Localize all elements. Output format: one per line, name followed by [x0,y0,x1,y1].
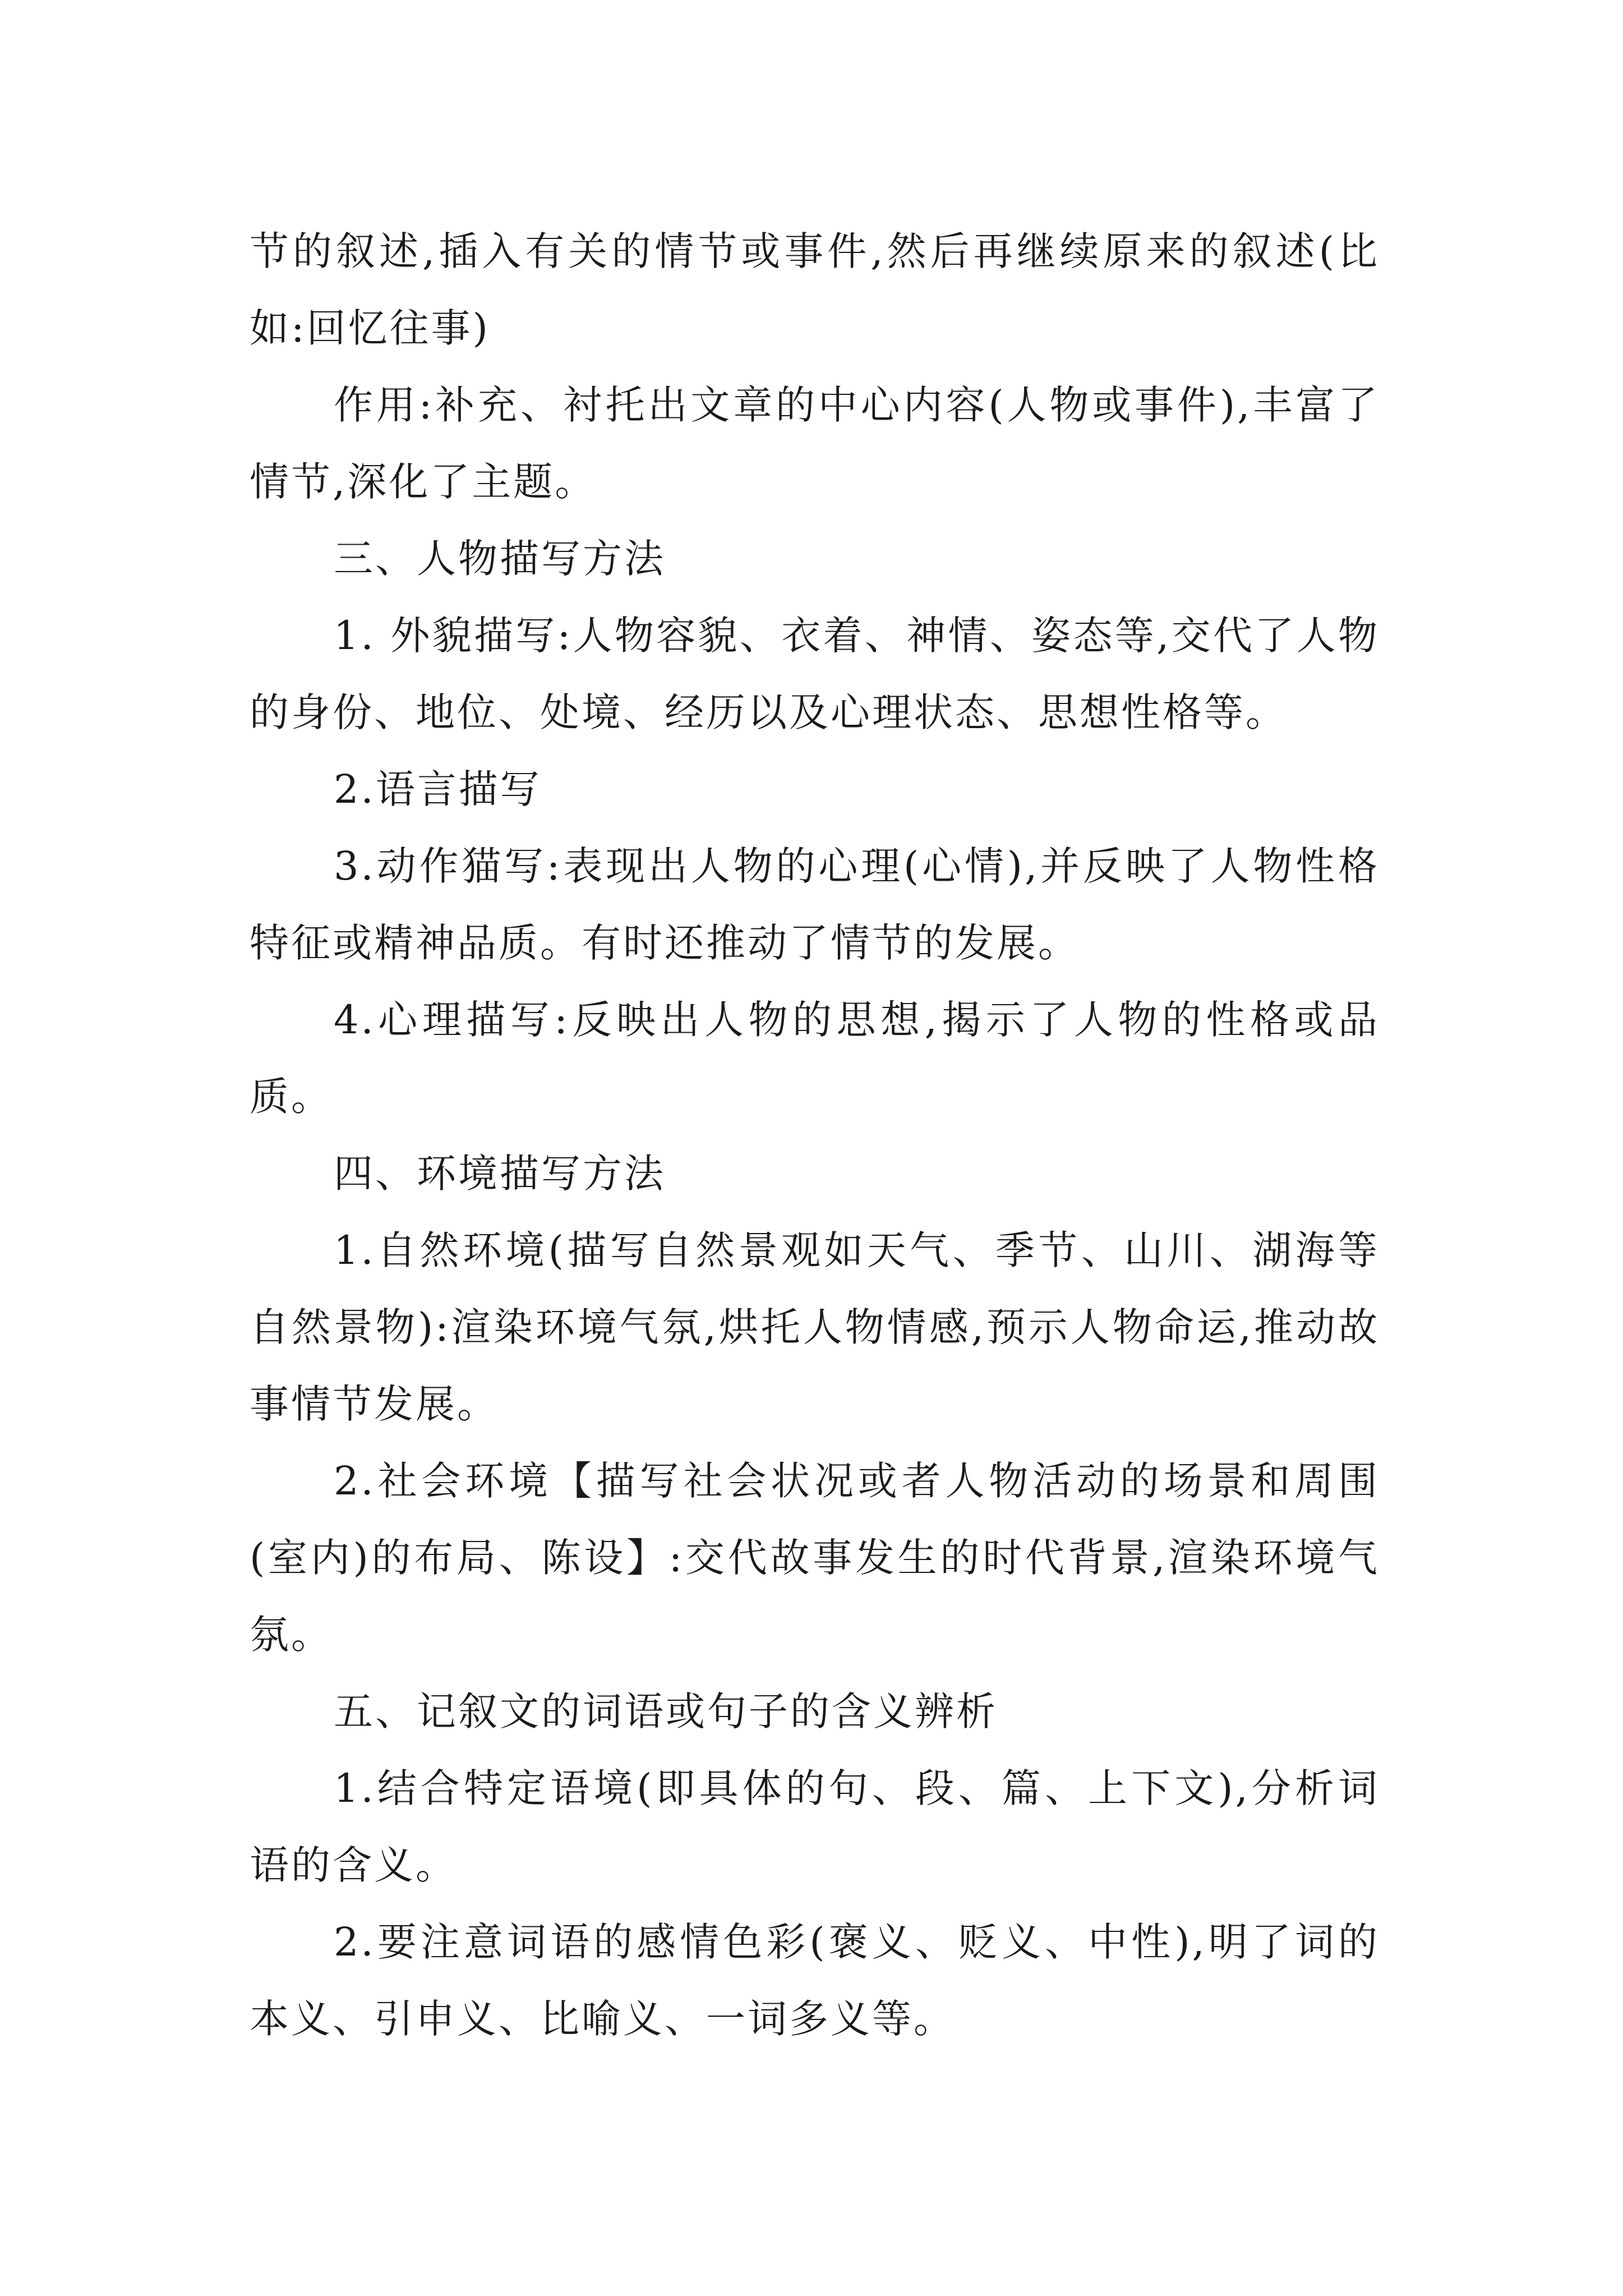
list-item-language: 2.语言描写 [334,766,542,812]
section-heading-environment-description: 四、环境描写方法 [334,1151,666,1197]
list-item-connotation: 2.要注意词语的感情色彩(褒义、贬义、中性),明了词的本义、引申义、比喻义、一词多义等。 [250,1919,1380,2042]
section-heading-character-description: 三、人物描写方法 [334,536,666,582]
section-heading-meaning-analysis: 五、记叙文的词语或句子的含义辨析 [334,1688,998,1734]
list-item-psychology: 4.心理描写:反映出人物的思想,揭示了人物的性格或品质。 [250,997,1380,1120]
list-item-appearance: 1. 外貌描写:人物容貌、衣着、神情、姿态等,交代了人物的身份、地位、处境、经历以及心理状态、思想性格等。 [250,613,1380,735]
list-item-social-environment: 2.社会环境【描写社会状况或者人物活动的场景和周围(室内)的布局、陈设】:交代故事发生的时代背景,渲染环境气氛。 [250,1458,1380,1658]
list-item-action: 3.动作猫写:表现出人物的心理(心情),并反映了人物性格特征或精神品质。有时还推动了情节的发展。 [250,843,1380,966]
document-body [250,213,1380,2058]
list-item-context: 1.结合特定语境(即具体的句、段、篇、上下文),分析词语的含义。 [250,1765,1380,1888]
list-item-natural-environment: 1.自然环境(描写自然景观如天气、季节、山川、湖海等自然景物):渲染环境气氛,烘托人物情感,预示人物命运,推动故事情节发展。 [250,1227,1380,1427]
paragraph-effect: 作用:补充、衬托出文章的中心内容(人物或事件),丰富了情节,深化了主题。 [250,382,1380,505]
paragraph-continuation: 节的叙述,插入有关的情节或事件,然后再继续原来的叙述(比如:回忆往事) [250,228,1380,351]
